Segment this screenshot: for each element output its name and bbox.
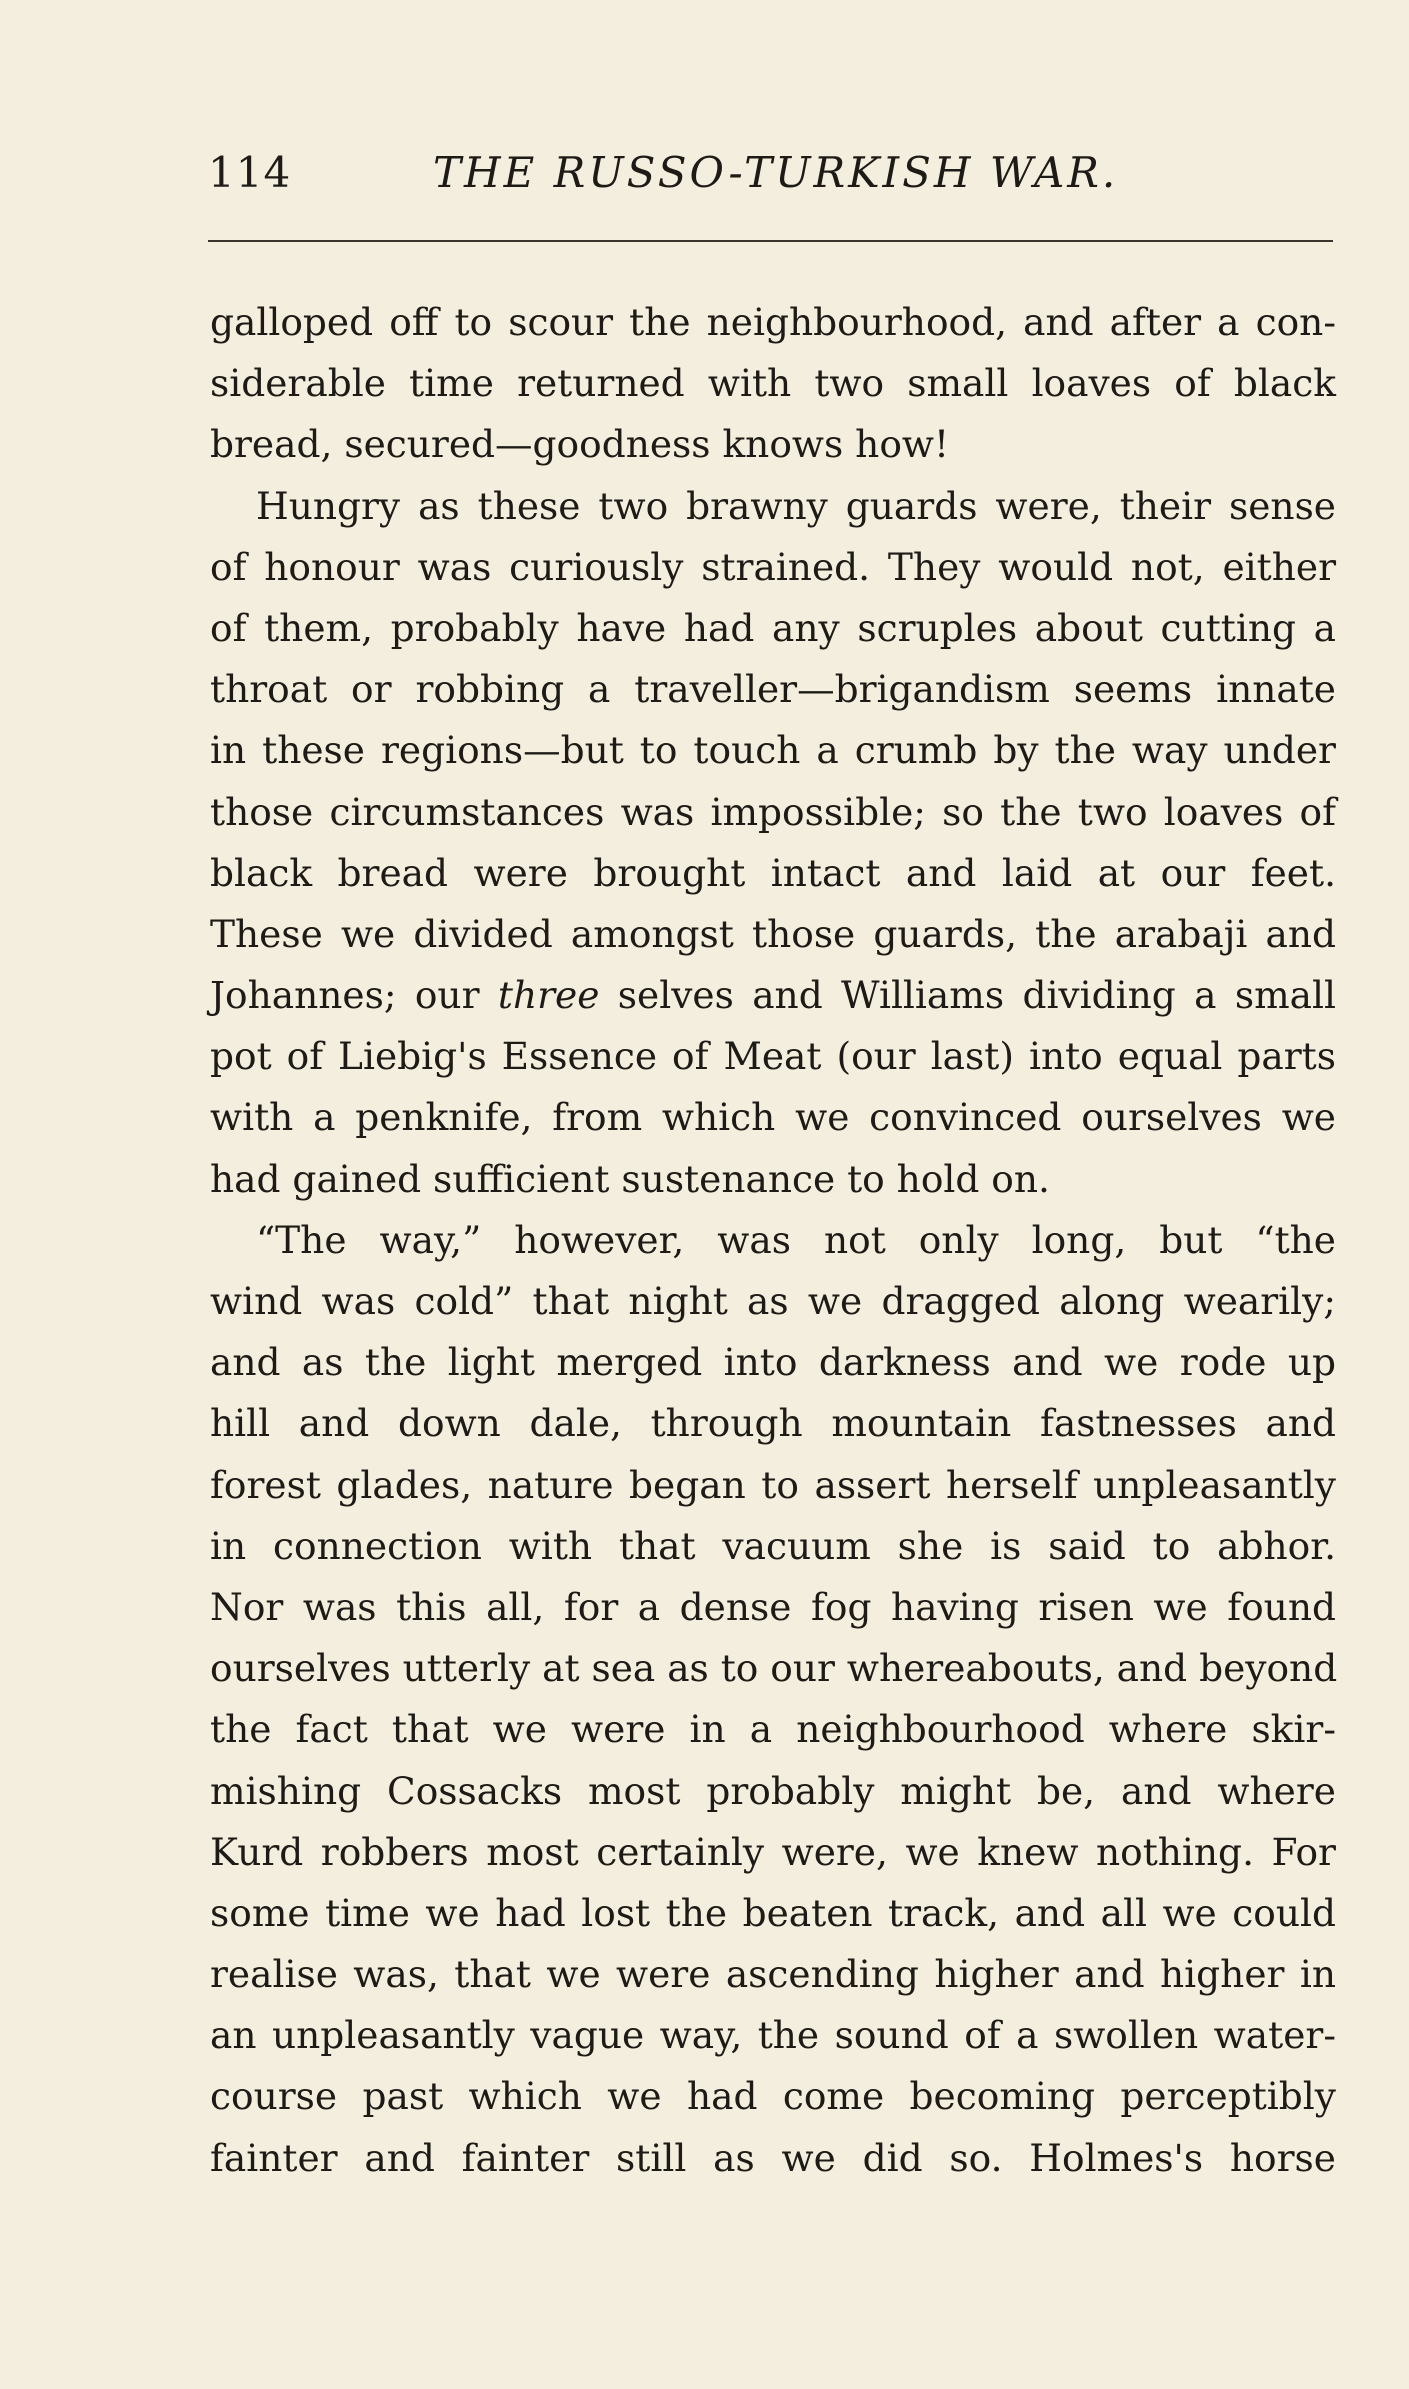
text-line: of honour was curiously strained. They would not, either: [210, 544, 1336, 589]
text-segment: selves and Williams dividing a small: [599, 973, 1336, 1018]
text-line: black bread were brought intact and laid at our feet.: [210, 850, 1336, 895]
text-line: ourselves utterly at sea as to our whereabouts, and beyond: [210, 1646, 1338, 1691]
text-line: those circumstances was impossible; so the two loaves of: [210, 789, 1336, 834]
body-text: [210, 292, 1336, 2189]
text-line: hill and down dale, through mountain fastnesses and: [210, 1401, 1336, 1446]
text-line: the fact that we were in a neighbourhood where skir-: [210, 1707, 1336, 1752]
text-line: siderable time returned with two small loaves of black: [210, 361, 1336, 406]
text-line: realise was, that we were ascending higher and higher in: [210, 1952, 1336, 1997]
text-line: These we divided amongst those guards, the arabaji and: [210, 911, 1336, 956]
text-line: “The way,” however, was not only long, but “the: [256, 1217, 1336, 1262]
text-line: some time we had lost the beaten track, and all we could: [210, 1890, 1336, 1935]
header-rule: [208, 240, 1333, 242]
text-line: of them, probably have had any scruples about cutting a: [210, 605, 1336, 650]
text-line: Hungry as these two brawny guards were, their sense: [256, 483, 1336, 528]
page-number: 114: [208, 148, 292, 197]
text-line: pot of Liebig's Essence of Meat (our last) into equal parts: [210, 1034, 1336, 1079]
text-line: with a penknife, from which we convinced ourselves we: [210, 1095, 1336, 1140]
text-line: galloped off to scour the neighbourhood, and after a con-: [210, 300, 1336, 344]
text-line: fainter and fainter still as we did so. Holmes's horse: [210, 2135, 1336, 2180]
text-segment: Johannes; our: [210, 973, 498, 1018]
text-line: in these regions—but to touch a crumb by the way under: [210, 728, 1336, 773]
running-title: THE RUSSO-TURKISH WAR.: [433, 148, 1119, 197]
text-line: had gained sufficient sustenance to hold on.: [210, 1156, 1050, 1201]
text-line: and as the light merged into darkness and we rode up: [210, 1340, 1336, 1385]
text-line: bread, secured—goodness knows how!: [210, 422, 950, 467]
text-line: forest glades, nature began to assert herself unpleasantly: [210, 1462, 1336, 1507]
italic-word: three: [497, 973, 600, 1018]
text-line: an unpleasantly vague way, the sound of a swollen water-: [210, 2013, 1336, 2058]
text-line: wind was cold” that night as we dragged along wearily;: [210, 1279, 1336, 1323]
text-line: throat or robbing a traveller—brigandism seems innate: [210, 667, 1336, 712]
text-line: Kurd robbers most certainly were, we knew nothing. For: [210, 1829, 1336, 1874]
text-line-with-italic: [210, 965, 1336, 1026]
text-line: mishing Cossacks most probably might be, and where: [210, 1768, 1336, 1813]
text-line: course past which we had come becoming perceptibly: [210, 2074, 1336, 2119]
text-line: Nor was this all, for a dense fog having risen we found: [210, 1584, 1336, 1629]
text-line: in connection with that vacuum she is said to abhor.: [210, 1523, 1336, 1568]
running-header: [208, 148, 1333, 208]
